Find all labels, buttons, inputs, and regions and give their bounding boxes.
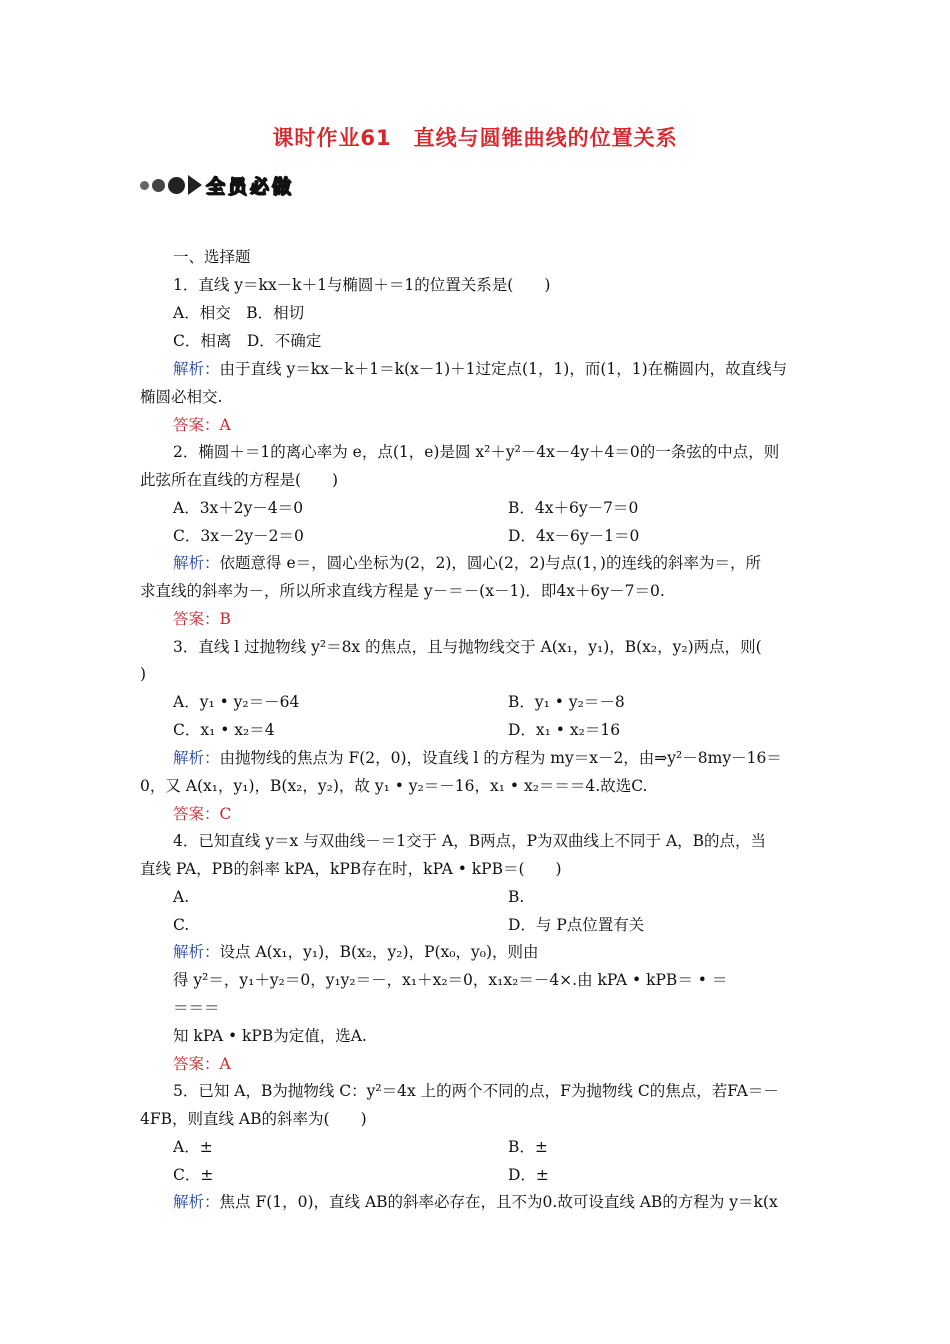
q4-analysis-line4: 知 kPA • kPB为定值，选A. (173, 1027, 367, 1045)
q1-answer: 答案：A (173, 416, 231, 434)
q2-stem: 2．椭圆＋＝1的离心率为 e，点(1，e)是圆 x²＋y²－4x－4y＋4＝0的一条弦的中点，则 (173, 443, 780, 461)
q1-analysis (173, 359, 787, 379)
q5-option-d: D．± (508, 1166, 549, 1184)
q5-analysis (173, 1192, 778, 1212)
q2-option-a: A．3x＋2y－4＝0 (173, 499, 304, 517)
q4-option-a: A. (173, 888, 190, 906)
dot-icon (152, 179, 165, 192)
analysis-label: 解析： (173, 1193, 220, 1211)
q5-stem: 5．已知 A，B为抛物线 C：y²＝4x 上的两个不同的点，F为抛物线 C的焦点，若FA＝－ (173, 1082, 779, 1100)
section-heading: 一、选择题 (173, 248, 251, 266)
q2-option-c: C．3x－2y－2＝0 (173, 527, 304, 545)
q5-option-a: A．± (173, 1138, 213, 1156)
q5-option-b: B．± (508, 1138, 548, 1156)
q5-option-c: C．± (173, 1166, 214, 1184)
dot-icon (168, 177, 185, 194)
analysis-label: 解析： (173, 360, 220, 378)
page-title: 课时作业61 直线与圆锥曲线的位置关系 (272, 126, 678, 150)
q2-analysis (173, 553, 761, 573)
q5-analysis-text: 焦点 F(1，0)，直线 AB的斜率必存在，且不为0.故可设直线 AB的方程为 y＝k(x (219, 1193, 778, 1211)
q4-option-d: D．与 P点位置有关 (508, 916, 645, 934)
q4-option-b: B. (508, 888, 525, 906)
analysis-label: 解析： (173, 749, 220, 767)
q1-stem: 1．直线 y＝kx－k＋1与椭圆＋＝1的位置关系是( ) (173, 276, 551, 294)
q2-option-b: B．4x＋6y－7＝0 (508, 499, 639, 517)
q2-stem-cont: 此弦所在直线的方程是( ) (140, 471, 339, 489)
banner-text: 全员必做 (206, 175, 295, 198)
q1-options-cd: C．相离 D．不确定 (173, 332, 322, 350)
q5-stem-cont: 4FB，则直线 AB的斜率为( ) (140, 1110, 367, 1128)
q3-analysis (173, 748, 782, 768)
q4-stem: 4．已知直线 y＝x 与双曲线－＝1交于 A，B两点，P为双曲线上不同于 A，B的点，当 (173, 832, 767, 850)
q3-option-c: C．x₁ • x₂＝4 (173, 721, 275, 739)
q3-option-b: B．y₁ • y₂＝－8 (508, 693, 625, 711)
q2-option-d: D．4x－6y－1＝0 (508, 527, 640, 545)
q4-stem-cont: 直线 PA，PB的斜率 kPA，kPB存在时，kPA • kPB＝( ) (140, 860, 562, 878)
q2-answer: 答案：B (173, 610, 231, 628)
q4-analysis-text: 设点 A(x₁，y₁)，B(x₂，y₂)，P(x₀，y₀)，则由 (219, 943, 539, 961)
section-banner (140, 170, 294, 200)
dot-icon (140, 181, 149, 190)
q2-analysis-cont: 求直线的斜率为－，所以所求直线方程是 y－＝－(x－1)．即4x＋6y－7＝0. (140, 582, 665, 600)
q2-analysis-text: 依题意得 e＝，圆心坐标为(2，2)，圆心(2，2)与点(1，)的连线的斜率为＝，所 (219, 554, 761, 572)
q4-option-c: C. (173, 916, 190, 934)
q4-answer: 答案：A (173, 1055, 231, 1073)
q3-stem: 3．直线 l 过抛物线 y²＝8x 的焦点，且与抛物线交于 A(x₁，y₁)，B(x₂，y₂)两点，则( (173, 638, 762, 656)
q3-option-d: D．x₁ • x₂＝16 (508, 721, 621, 739)
analysis-label: 解析： (173, 943, 220, 961)
q3-analysis-text: 由抛物线的焦点为 F(2，0)，设直线 l 的方程为 my＝x－2，由⇒y²－8my－16＝ (219, 749, 782, 767)
q1-analysis-text: 由于直线 y＝kx－k＋1＝k(x－1)＋1过定点(1，1)，而(1，1)在椭圆内，故直线与 (219, 360, 788, 378)
q4-analysis (173, 942, 539, 962)
analysis-label: 解析： (173, 554, 220, 572)
q4-analysis-line2: 得 y²＝，y₁＋y₂＝0，y₁y₂＝－，x₁＋x₂＝0，x₁x₂＝－4×.由 kPA • kPB＝ • ＝ (173, 971, 728, 989)
q1-options-ab: A．相交 B．相切 (173, 304, 305, 322)
q3-answer: 答案：C (173, 805, 232, 823)
arrow-icon (188, 175, 202, 195)
q3-option-a: A．y₁ • y₂＝－64 (173, 693, 300, 711)
q1-analysis-cont: 椭圆必相交. (140, 388, 223, 406)
q3-analysis-cont: 0，又 A(x₁，y₁)，B(x₂，y₂)，故 y₁ • y₂＝－16，x₁ • x₂＝＝＝4.故选C. (140, 777, 648, 795)
q3-stem-cont: ) (140, 665, 147, 683)
q4-analysis-line3: ＝＝＝ (173, 999, 220, 1017)
